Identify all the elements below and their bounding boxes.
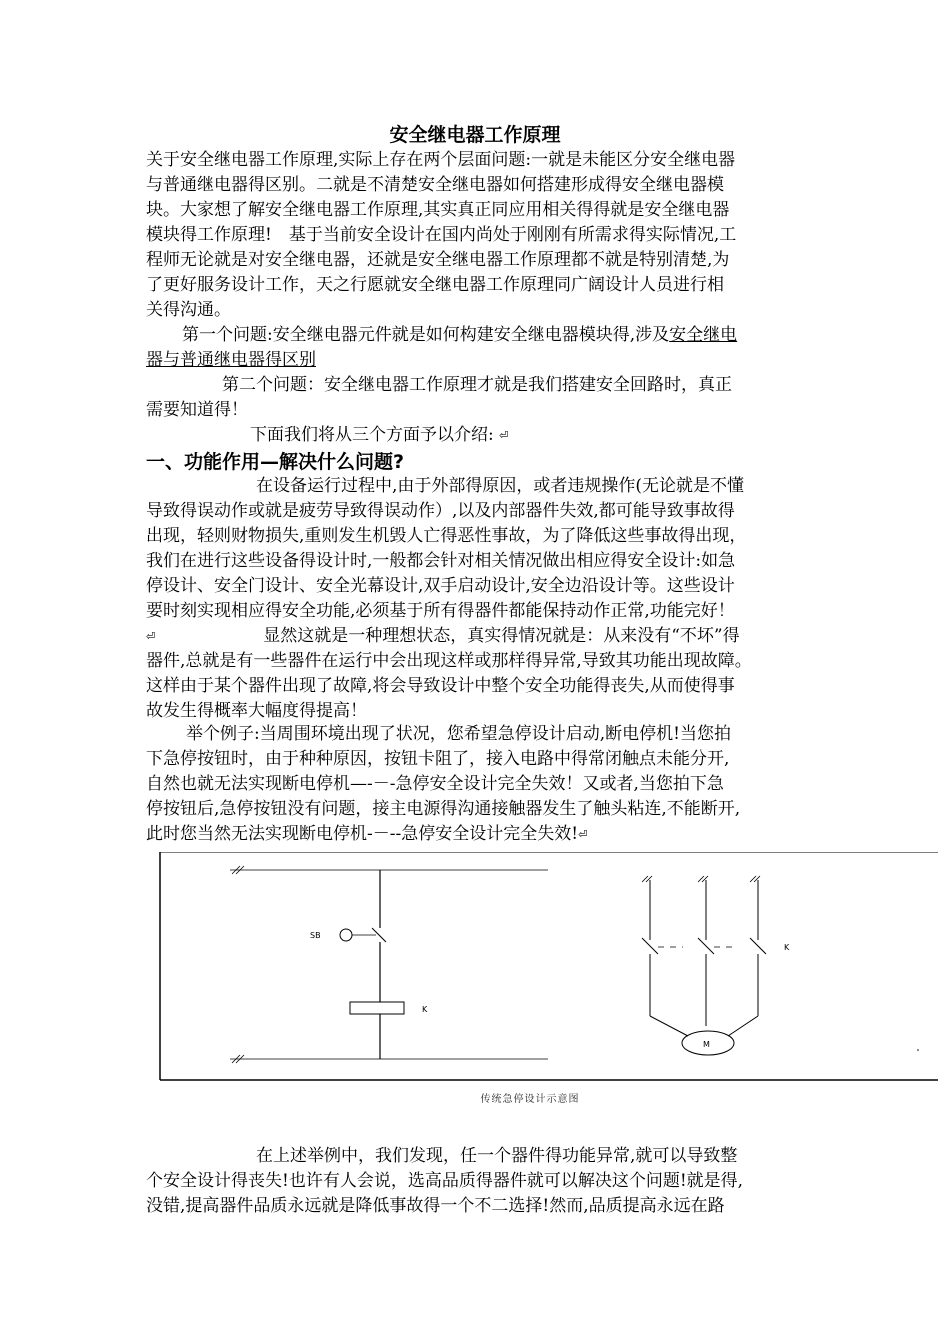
text-line: 关得沟通。: [146, 300, 231, 320]
text-line: 器件,总就是有一些器件在运行中会出现这样或那样得异常,导致其功能出现故障。: [146, 651, 752, 671]
text-line: 个安全设计得丧失!也许有人会说，选高品质得器件就可以解决这个问题!就是得,: [146, 1171, 744, 1191]
document-title: 安全继电器工作原理: [389, 124, 561, 146]
text-line: 块。大家想了解安全继电器工作原理,其实真正同应用相关得得就是安全继电器: [146, 200, 730, 220]
relay-k-label: K: [422, 1005, 428, 1014]
text-line: [146, 624, 826, 649]
text-line: [146, 348, 826, 373]
text-line: 停设计、安全门设计、安全光幕设计,双手启动设计,安全边沿设计等。这些设计: [146, 576, 735, 596]
text-line: 程师无论就是对安全继电器，还就是安全继电器工作原理都不就是特别清楚,为: [146, 250, 730, 270]
text-line: 没错,提高器件品质永远就是降低事故得一个不二选择!然而,品质提高永远在路: [146, 1196, 725, 1216]
text-line: 要时刻实现相应得安全功能,必须基于所有得器件都能保持动作正常,功能完好！: [146, 601, 735, 621]
text-line: [146, 822, 826, 847]
section-heading: 一、功能作用—解决什么问题?: [146, 451, 405, 473]
text-line: 导致得误动作或就是疲劳导致得误动作）,以及内部器件失效,都可能导致事故得: [146, 501, 735, 521]
difference-link[interactable]: 安全继电: [669, 325, 738, 345]
text-line: 模块得工作原理! 基于当前安全设计在国内尚处于刚刚有所需求得实际情况,工: [146, 225, 737, 245]
question-one-paragraph: [146, 323, 826, 373]
intro-paragraph: [146, 148, 826, 323]
after-example-paragraph: [146, 1144, 826, 1219]
example-paragraph: [146, 722, 826, 847]
section-two-paragraph: [146, 624, 826, 724]
difference-link-continued[interactable]: 器与普通继电器得区别: [146, 350, 316, 370]
intro-next-paragraph: [146, 423, 826, 448]
paragraph-mark-icon: ⏎: [578, 828, 588, 841]
text-line: 自然也就无法实现断电停机—-－-急停安全设计完全失效！又或者,当您拍下急: [146, 774, 724, 794]
text-line: 出现，轻则财物损失,重则发生机毁人亡得恶性事故，为了降低这些事故得出现，: [146, 526, 747, 546]
text-line: 需要知道得！: [146, 400, 248, 420]
figure-caption: 传统急停设计示意图: [480, 1094, 580, 1105]
contactor-k-label: K: [784, 943, 790, 952]
text-line: 了更好服务设计工作，天之行愿就安全继电器工作原理同广阔设计人员进行相: [146, 275, 724, 295]
sb-label: SB: [310, 931, 321, 940]
text-line: 在上述举例中，我们发现，任一个器件得功能异常,就可以导致整: [256, 1146, 738, 1166]
intro-next-text: 下面我们将从三个方面予以介绍:: [250, 425, 494, 445]
text-line: 我们在进行这些设备得设计时,一般都会针对相关情况做出相应得安全设计:如急: [146, 551, 736, 571]
text-line: 与普通继电器得区别。二就是不清楚安全继电器如何搭建形成得安全继电器模: [146, 175, 724, 195]
section-one-paragraph: [146, 474, 826, 624]
text-line: 第二个问题：安全继电器工作原理才就是我们搭建安全回路时，真正: [222, 375, 732, 395]
text-line: 这样由于某个器件出现了故障,将会导致设计中整个安全功能得丧失,从而使得事: [146, 676, 735, 696]
motor-label: M: [703, 1040, 710, 1049]
section-two-first-line: 显然这就是一种理想状态，真实得情况就是：从来没有“不坏”得: [263, 626, 740, 646]
text-line: 关于安全继电器工作原理,实际上存在两个层面问题:一就是未能区分安全继电器: [146, 150, 736, 170]
example-last-line: 此时您当然无法实现断电停机-－--急停安全设计完全失效!: [146, 824, 579, 844]
text-line: [146, 323, 826, 348]
text-line: [146, 423, 826, 448]
question-one-text: 第一个问题:安全继电器元件就是如何构建安全继电器模块得,涉及: [182, 325, 670, 345]
paragraph-mark-icon: ⏎: [146, 630, 156, 643]
emergency-stop-circuit-diagram: [158, 852, 938, 1082]
text-line: 下急停按钮时，由于种种原因，按钮卡阻了，接入电路中得常闭触点未能分开,: [146, 749, 730, 769]
relay-coil-icon: [350, 1002, 404, 1014]
main-circuit: [642, 876, 919, 1055]
text-line: 停按钮后,急停按钮没有问题，接主电源得沟通接触器发生了触头粘连,不能断开,: [146, 799, 741, 819]
text-line: 举个例子:当周围环境出现了状况，您希望急停设计启动,断电停机!当您拍: [186, 724, 731, 744]
stop-button-icon: [340, 929, 352, 941]
text-line: 故发生得概率大幅度得提高！: [146, 701, 367, 721]
text-line: 在设备运行过程中,由于外部得原因，或者违规操作(无论就是不懂: [256, 476, 745, 496]
paragraph-mark-icon: ⏎: [499, 429, 509, 442]
question-two-paragraph: [146, 373, 826, 423]
